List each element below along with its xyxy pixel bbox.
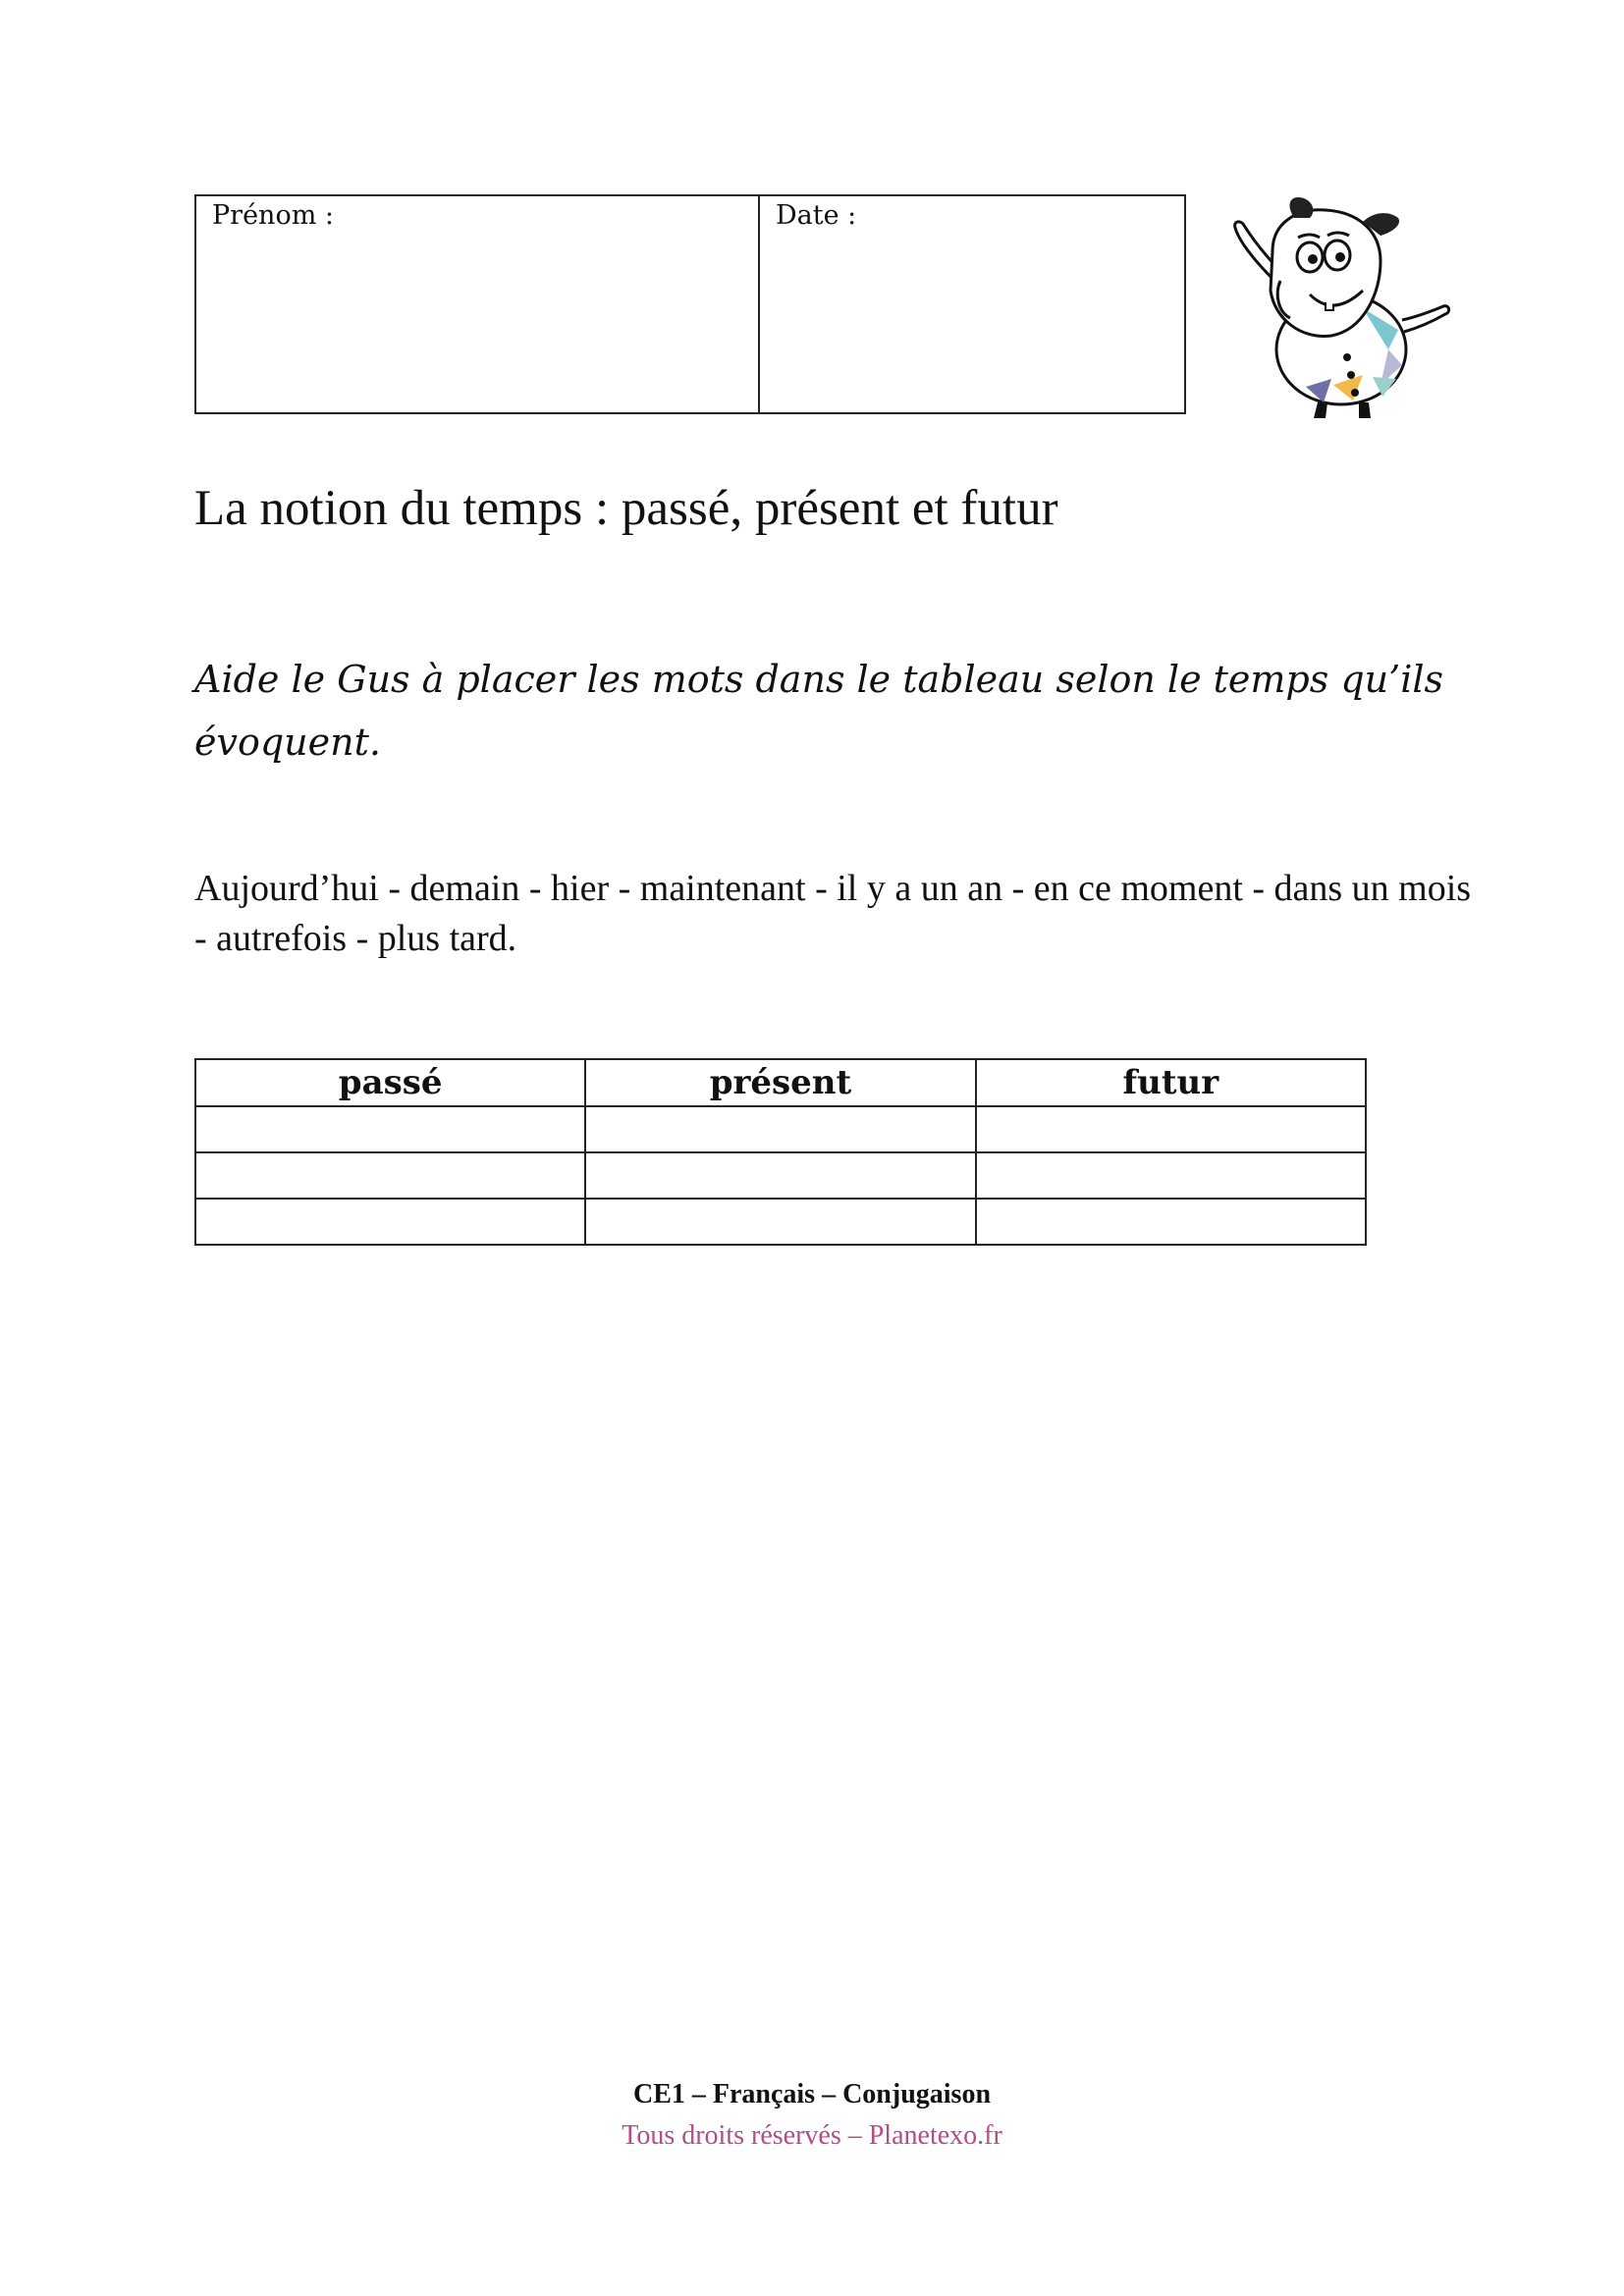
table-cell[interactable]: [976, 1199, 1366, 1245]
table-row: [195, 1106, 1366, 1152]
table-cell[interactable]: [195, 1152, 585, 1199]
footer-subject: CE1 – Français – Conjugaison: [632, 2079, 992, 2109]
table-cell[interactable]: [585, 1152, 975, 1199]
page-title: La notion du temps : passé, présent et futur: [194, 481, 1058, 536]
footer-copyright-link[interactable]: Tous droits réservés – Planetexo.fr: [622, 2120, 1002, 2151]
table-cell[interactable]: [195, 1106, 585, 1152]
date-field[interactable]: [760, 196, 1184, 412]
column-header-passe: passé: [195, 1059, 585, 1106]
word-list: Aujourd’hui - demain - hier - maintenant - il y a un an - en ce moment - dans un mois - autrefois - plus tard.: [194, 868, 1472, 959]
sheep-mascot-icon: [1216, 192, 1451, 420]
name-field[interactable]: [196, 196, 760, 412]
header-box: [194, 194, 1186, 414]
column-header-present: présent: [585, 1059, 975, 1106]
table-header-row: [195, 1059, 1366, 1106]
instruction-text: Aide le Gus à placer les mots dans le tableau selon le temps qu’ils évoquent.: [194, 658, 1444, 764]
tense-table: [194, 1058, 1367, 1246]
table-cell[interactable]: [585, 1199, 975, 1245]
name-label: Prénom :: [212, 200, 334, 231]
date-label: Date :: [776, 200, 857, 231]
table-row: [195, 1152, 1366, 1199]
table-cell[interactable]: [585, 1106, 975, 1152]
table-cell[interactable]: [976, 1152, 1366, 1199]
table-cell[interactable]: [195, 1199, 585, 1245]
column-header-futur: futur: [976, 1059, 1366, 1106]
table-row: [195, 1199, 1366, 1245]
table-cell[interactable]: [976, 1106, 1366, 1152]
